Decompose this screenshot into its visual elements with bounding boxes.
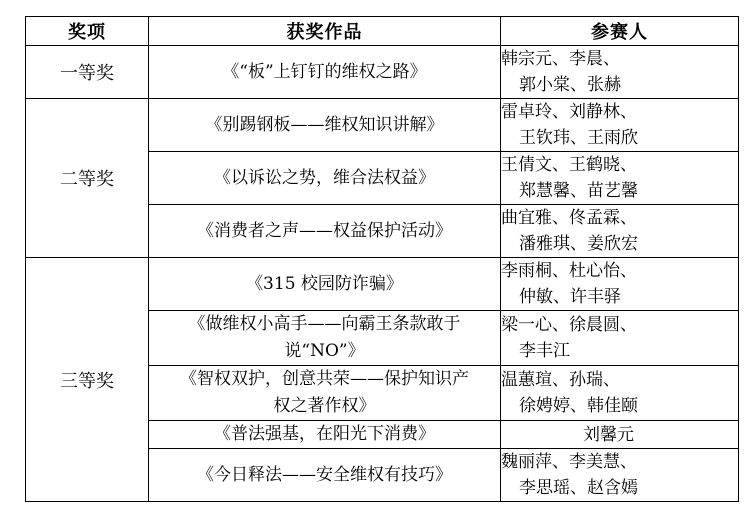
work-title-line: 说“NO”》 (284, 341, 365, 361)
table-row (26, 46, 739, 99)
participants-line: 魏丽萍、李美慧、 (501, 452, 637, 472)
awards-table (25, 16, 739, 502)
participants-line: 温蕙瑄、孙瑞、 (501, 370, 620, 390)
work-title: 《普法强基，在阳光下消费》 (214, 424, 435, 444)
work-cell (149, 152, 501, 205)
participants-cell (501, 449, 739, 502)
participants-cell (501, 258, 739, 311)
work-title: 《别踢钢板——维权知识讲解》 (205, 114, 444, 135)
participants-cell (501, 46, 739, 99)
work-cell (149, 205, 501, 258)
work-title: 《消费者之声——权益保护活动》 (197, 220, 452, 241)
participants-cell (501, 366, 739, 421)
award-cell: 一等奖 (26, 46, 149, 99)
participants-cell (501, 421, 739, 449)
participants-line: 仲敏、许丰驿 (519, 287, 621, 307)
table-row (26, 258, 739, 311)
work-cell (149, 258, 501, 311)
header-award: 奖项 (26, 17, 149, 46)
work-title-line: 权之著作权》 (273, 396, 376, 416)
work-title-line: 《智权双护，创意共荣——保护知识产 (180, 369, 469, 389)
work-cell (149, 46, 501, 99)
participants-line: 郑慧馨、苗艺馨 (519, 181, 638, 201)
work-title: 《以诉讼之势，维合法权益》 (214, 167, 435, 188)
table-row (26, 99, 739, 152)
participants-line: 郭小棠、张赫 (519, 75, 621, 95)
work-title: 《315 校园防诈骗》 (246, 273, 403, 294)
participants-cell (501, 205, 739, 258)
participants-line: 刘馨元 (583, 424, 634, 445)
participants-line: 韩宗元、李晨、 (501, 49, 620, 69)
participants-cell (501, 99, 739, 152)
participants-line: 梁一心、徐晨圆、 (501, 315, 637, 335)
participants-line: 李思瑶、赵含嫣 (519, 478, 638, 498)
award-cell: 二等奖 (26, 99, 149, 258)
award-cell: 三等奖 (26, 258, 149, 502)
participants-cell (501, 311, 739, 366)
participants-line: 雷卓玲、刘静林、 (501, 102, 637, 122)
participants-line: 王钦玮、王雨欣 (519, 128, 638, 148)
work-cell (149, 366, 501, 421)
participants-line: 李雨桐、杜心怡、 (501, 261, 637, 281)
header-row (26, 17, 739, 46)
work-cell (149, 449, 501, 502)
header-work: 获奖作品 (149, 17, 501, 46)
header-participants: 参赛人 (501, 17, 739, 46)
participants-line: 王倩文、王鹤晓、 (501, 155, 637, 175)
work-title: 《“板”上钉钉的维权之路》 (222, 61, 427, 82)
participants-cell (501, 152, 739, 205)
participants-line: 徐娉婷、韩佳颐 (519, 396, 638, 416)
work-cell (149, 311, 501, 366)
work-title: 《今日释法——安全维权有技巧》 (197, 464, 452, 485)
participants-line: 潘雅琪、姜欣宏 (519, 234, 638, 254)
work-title-line: 《做维权小高手——向霸王条款敢于 (188, 314, 461, 334)
participants-line: 曲宜雅、佟孟霖、 (501, 208, 637, 228)
participants-line: 李丰江 (519, 341, 570, 361)
work-cell (149, 99, 501, 152)
work-cell (149, 421, 501, 449)
